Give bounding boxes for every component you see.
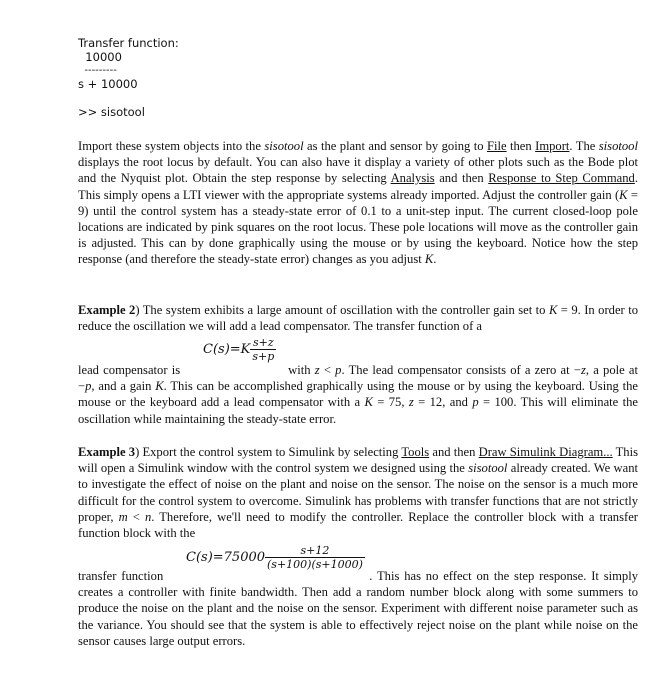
example2-heading: Example 2: [78, 303, 136, 317]
tf-label: Transfer function:: [78, 36, 179, 50]
sisotool-command: >> sisotool: [78, 105, 145, 119]
import-menu-ref: Import: [535, 139, 570, 153]
draw-simulink-menu-ref: Draw Simulink Diagram...: [478, 445, 613, 459]
tf-numerator: 10000: [78, 50, 122, 64]
example2-body: lead compensator is with z < p. The lead compensator consists of a zero at −z, a pole at −p, and a gain K. This can be accomplished graphically using the mouse or by using the keyboard. Using the mouse or the keyboard add a lead compensator with a K = 75, z = 12, and p = 100. This will eliminate the oscillation while maintaining the steady-state error.: [78, 363, 639, 426]
intro-paragraph: Import these system objects into the sisotool as the plant and sensor by going to File then Import. The sisotool displays the root locus by default. You can also have it display a variety of other plots such as the Bode plot and the Nyquist plot. Obtain the step response by selecting Analysis and then Response to Step Command. This simply opens a LTI viewer with the appropriate systems already imported. Adjust the controller gain (K = 9) until the control system has a steady-state error of 0.1 to a unit-step input. The current closed-loop pole locations are indicated by pink squares on the root locus. These pole locations will move as the controller gain is adjusted. This can by done graphically using the mouse or by using the keyboard. Notice how the step response (and therefore the steady-state error) changes as you adjust K.: [78, 139, 639, 267]
example3-heading: Example 3: [78, 445, 136, 459]
response-menu-ref: Response to Step Command: [488, 171, 635, 186]
example2-intro: Example 2) The system exhibits a large amount of oscillation with the controller gain set to K = 9. In order to reduce the oscillation we will add a lead compensator. The transfer function of a: [78, 303, 638, 334]
tf-fraction-bar: ---------: [78, 65, 117, 76]
example3-intro: Example 3) Export the control system to Simulink by selecting Tools and then Draw Simulink Diagram... This will open a Simulink window with the control system we designed using the sisotool already created. We want to investigate the effect of noise on the plant and noise on the sensor. The noise on the sensor is a much more difficult for the control system to overcome. Simulink has problems with transfer functions that are not strictly proper, m < n. Therefore, we'll need to modify the controller. Replace the controller block with a transfer function block with the: [78, 445, 639, 541]
analysis-menu-ref: Analysis: [390, 171, 435, 186]
lead-compensator-formula: C(s)=K $\frac{s+z}{s+p}$: [203, 336, 275, 363]
file-menu-ref: File: [486, 139, 507, 153]
tf-denominator: s + 10000: [78, 77, 138, 91]
tools-menu-ref: Tools: [401, 445, 430, 459]
example3-body: transfer function . This has no effect on the step response. It simply creates a controller with finite bandwidth. Then add a random number block along with some summers to produce the noise on the plant and the noise on the sensor. Experiment with different noise parameter such as the variance. You should see that the system is able to effectively reject noise on the plant while noise on the sensor causes large output errors.: [78, 569, 638, 648]
controller-formula: C(s)=75000 $\frac{s+12}{(s+100)(s+1000)}$: [186, 544, 363, 571]
